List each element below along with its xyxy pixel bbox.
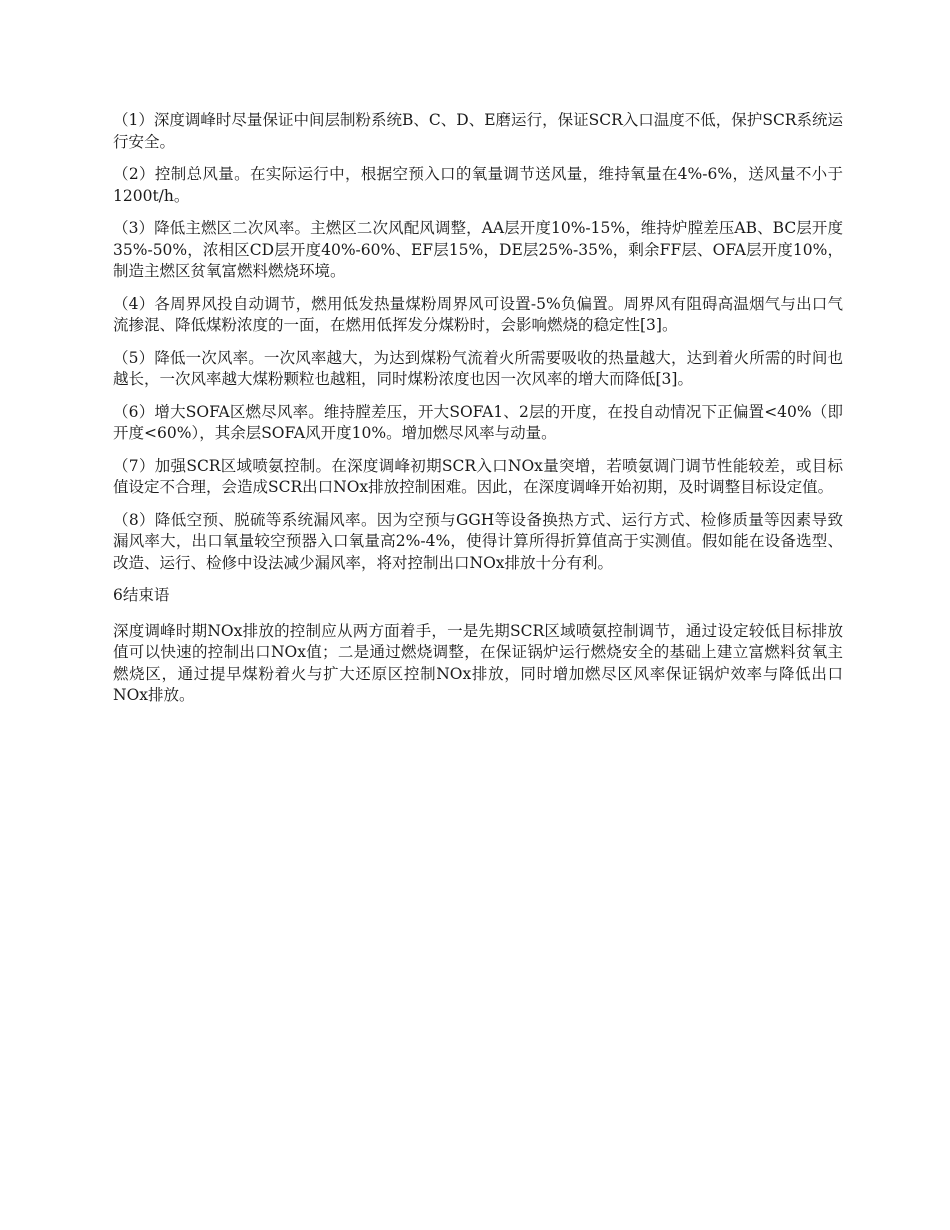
paragraph-3: （3）降低主燃区二次风率。主燃区二次风配风调整，AA层开度10%-15%，维持炉膛差压AB、BC层开度35%-50%，浓相区CD层开度40%-60%、EF层15%，DE层25%-35%，剩余FF层、OFA层开度10%，制造主燃区贫氧富燃料燃烧环境。 — [113, 219, 843, 280]
conclusion-paragraph: 深度调峰时期NOx排放的控制应从两方面着手，一是先期SCR区域喷氨控制调节，通过设定较低目标排放值可以快速的控制出口NOx值；二是通过燃烧调整，在保证锅炉运行燃烧安全的基础上建立富燃料贫氧主燃烧区，通过提早煤粉着火与扩大还原区控制NOx排放，同时增加燃尽区风率保证锅炉效率与降低出口NOx排放。 — [113, 621, 843, 704]
paragraph-2: （2）控制总风量。在实际运行中，根据空预入口的氧量调节送风量，维持氧量在4%-6%，送风量不小于1200t/h。 — [113, 165, 843, 205]
paragraph-8: （8）降低空预、脱硫等系统漏风率。因为空预与GGH等设备换热方式、运行方式、检修质量等因素导致漏风率大，出口氧量较空预器入口氧量高2%-4%，使得计算所得折算值高于实测值。假如能在设备选型、改造、运行、检修中设法减少漏风率，将对控制出口NOx排放十分有利。 — [113, 510, 843, 572]
paragraph-5: （5）降低一次风率。一次风率越大，为达到煤粉气流着火所需要吸收的热量越大，达到着火所需的时间也越长，一次风率越大煤粉颗粒也越粗，同时煤粉浓度也因一次风率的增大而降低[3]。 — [113, 348, 843, 388]
paragraph-4: （4）各周界风投自动调节，燃用低发热量煤粉周界风可设置-5%负偏置。周界风有阻碍高温烟气与出口气流掺混、降低煤粉浓度的一面，在燃用低挥发分煤粉时，会影响燃烧的稳定性[3]。 — [113, 294, 843, 334]
section-heading: 6结束语 — [113, 586, 170, 604]
paragraph-1: （1）深度调峰时尽量保证中间层制粉系统B、C、D、E磨运行，保证SCR入口温度不低，保护SCR系统运行安全。 — [113, 111, 843, 151]
document-page — [113, 110, 843, 718]
paragraph-7: （7）加强SCR区域喷氨控制。在深度调峰初期SCR入口NOx量突增，若喷氨调门调节性能较差，或目标值设定不合理，会造成SCR出口NOx排放控制困难。因此，在深度调峰开始初期，及时调整目标设定值。 — [113, 456, 843, 496]
paragraph-6: （6）增大SOFA区燃尽风率。维持膛差压，开大SOFA1、2层的开度，在投自动情况下正偏置<40%（即开度<60%），其余层SOFA风开度10%。增加燃尽风率与动量。 — [113, 402, 843, 442]
